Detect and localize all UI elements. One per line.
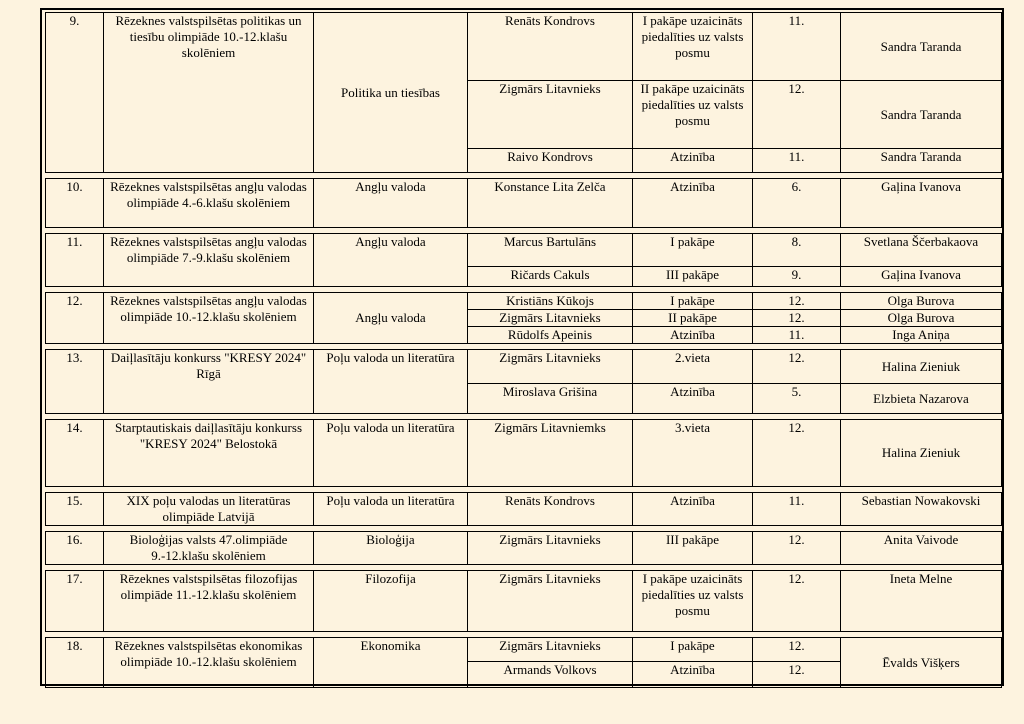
grade: 6. [753,179,841,228]
competition-name: Bioloģijas valsts 47.olimpiāde 9.-12.klašu skolēniem [104,532,314,565]
teacher-name: Ineta Melne [841,571,1002,632]
results-table [45,12,1002,688]
subject: Ekonomika [314,638,468,688]
subject: Poļu valoda un literatūra [314,420,468,487]
result: I pakāpe uzaicināts piedalīties uz valsts posmu [633,13,753,81]
row-number: 18. [46,638,104,688]
student-name: Raivo Kondrovs [468,149,633,173]
grade: 12. [753,350,841,384]
subject: Politika un tiesības [314,13,468,173]
student-name: Zigmārs Litavnieks [468,310,633,327]
student-name: Zigmārs Litavnieks [468,638,633,662]
table-row [46,293,1002,310]
grade: 12. [753,638,841,662]
competition-name: Rēzeknes valstspilsētas filozofijas olimpiāde 11.-12.klašu skolēniem [104,571,314,632]
grade: 11. [753,13,841,81]
result: Atzinība [633,327,753,344]
result: Atzinība [633,179,753,228]
student-name: Ričards Cakuls [468,267,633,287]
student-name: Armands Volkovs [468,662,633,688]
competition-name: XIX poļu valodas un literatūras olimpiāde Latvijā [104,493,314,526]
row-number: 9. [46,13,104,173]
teacher-name: Svetlana Ščerbakaova [841,234,1002,267]
teacher-name: Inga Aniņa [841,327,1002,344]
result: I pakāpe [633,638,753,662]
result: I pakāpe [633,234,753,267]
student-name: Zigmārs Litavnieks [468,350,633,384]
competition-name: Rēzeknes valstspilsētas ekonomikas olimpiāde 10.-12.klašu skolēniem [104,638,314,688]
row-number: 14. [46,420,104,487]
subject: Poļu valoda un literatūra [314,493,468,526]
teacher-name: Ēvalds Višķers [841,638,1002,688]
table-row [46,234,1002,267]
grade: 12. [753,81,841,149]
teacher-name: Gaļina Ivanova [841,267,1002,287]
student-name: Zigmārs Litavnieks [468,532,633,565]
grade: 11. [753,149,841,173]
result: Atzinība [633,662,753,688]
student-name: Renāts Kondrovs [468,493,633,526]
subject: Filozofija [314,571,468,632]
result: I pakāpe [633,293,753,310]
table-row [46,420,1002,487]
subject: Angļu valoda [314,179,468,228]
result: III pakāpe [633,532,753,565]
result: I pakāpe uzaicināts piedalīties uz valsts posmu [633,571,753,632]
teacher-name: Elzbieta Nazarova [841,384,1002,414]
table-row [46,532,1002,565]
grade: 11. [753,493,841,526]
student-name: Kristiāns Kūkojs [468,293,633,310]
result: Atzinība [633,149,753,173]
subject: Angļu valoda [314,293,468,344]
row-number: 10. [46,179,104,228]
student-name: Rūdolfs Apeinis [468,327,633,344]
student-name: Zigmārs Litavnieks [468,81,633,149]
grade: 12. [753,662,841,688]
student-name: Miroslava Grišina [468,384,633,414]
teacher-name: Halina Zieniuk [841,420,1002,487]
student-name: Zigmārs Litavniemks [468,420,633,487]
competition-name: Rēzeknes valstspilsētas angļu valodas olimpiāde 4.-6.klašu skolēniem [104,179,314,228]
result: Atzinība [633,493,753,526]
student-name: Marcus Bartulāns [468,234,633,267]
subject: Poļu valoda un literatūra [314,350,468,414]
table-row [46,350,1002,384]
grade: 12. [753,420,841,487]
result: II pakāpe [633,310,753,327]
student-name: Zigmārs Litavnieks [468,571,633,632]
grade: 11. [753,327,841,344]
result: II pakāpe uzaicināts piedalīties uz valsts posmu [633,81,753,149]
grade: 12. [753,293,841,310]
subject: Bioloģija [314,532,468,565]
student-name: Renāts Kondrovs [468,13,633,81]
table-row [46,493,1002,526]
teacher-name: Olga Burova [841,310,1002,327]
teacher-name: Olga Burova [841,293,1002,310]
grade: 12. [753,532,841,565]
grade: 9. [753,267,841,287]
row-number: 12. [46,293,104,344]
result: 2.vieta [633,350,753,384]
teacher-name: Gaļina Ivanova [841,179,1002,228]
competition-name: Rēzeknes valstspilsētas angļu valodas olimpiāde 7.-9.klašu skolēniem [104,234,314,287]
row-number: 15. [46,493,104,526]
competition-name: Daiļlasītāju konkurss "KRESY 2024" Rīgā [104,350,314,414]
competition-name: Starptautiskais daiļlasītāju konkurss "KRESY 2024" Belostokā [104,420,314,487]
teacher-name: Sandra Taranda [841,81,1002,149]
grade: 8. [753,234,841,267]
row-number: 11. [46,234,104,287]
grade: 12. [753,310,841,327]
teacher-name: Anita Vaivode [841,532,1002,565]
teacher-name: Halina Zieniuk [841,350,1002,384]
table-row [46,179,1002,228]
result: 3.vieta [633,420,753,487]
grade: 5. [753,384,841,414]
grade: 12. [753,571,841,632]
table-row [46,13,1002,81]
competition-name: Rēzeknes valstspilsētas angļu valodas olimpiāde 10.-12.klašu skolēniem [104,293,314,344]
result: III pakāpe [633,267,753,287]
row-number: 13. [46,350,104,414]
student-name: Konstance Lita Zelča [468,179,633,228]
teacher-name: Sandra Taranda [841,149,1002,173]
result: Atzinība [633,384,753,414]
table-row [46,571,1002,632]
row-number: 17. [46,571,104,632]
row-number: 16. [46,532,104,565]
table-row [46,638,1002,662]
subject: Angļu valoda [314,234,468,287]
teacher-name: Sandra Taranda [841,13,1002,81]
competition-name: Rēzeknes valstspilsētas politikas un tiesību olimpiāde 10.-12.klašu skolēniem [104,13,314,173]
teacher-name: Sebastian Nowakovski [841,493,1002,526]
